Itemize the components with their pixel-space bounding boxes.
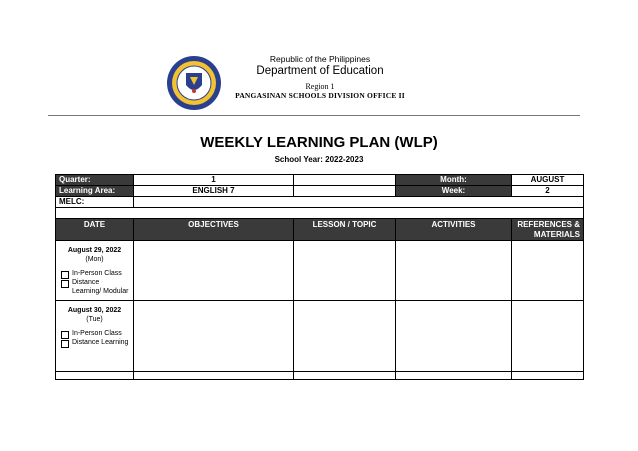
quarter-row [56,175,584,186]
quarter-value: 1 [134,175,294,186]
lesson-cell [294,241,396,301]
column-header: OBJECTIVES [134,219,294,241]
distance-learning-checkbox[interactable] [61,340,69,348]
region-text: Region 1 [305,82,335,91]
option-label: In-Person Class [72,330,122,337]
objectives-cell [134,241,294,301]
day-date: August 29, 2022 [67,247,122,254]
column-header-row [56,219,584,241]
references-cell [512,241,584,301]
area-label: Learning Area: [56,186,134,197]
melc-value [134,197,584,208]
date-cell [56,301,134,372]
quarter-label: Quarter: [56,175,134,186]
learning-plan-table [55,174,584,380]
empty-cell [294,372,396,380]
empty-cell [134,372,294,380]
column-header: ACTIVITIES [396,219,512,241]
header-divider [48,115,580,116]
column-header: REFERENCES & MATERIALS [512,219,584,241]
week-label: Week: [396,186,512,197]
week-value: 2 [512,186,584,197]
spacer-cell [56,208,584,219]
empty-row [56,372,584,380]
option-label: Distance Learning/ Modular [72,279,129,295]
in-person-checkbox[interactable] [61,331,69,339]
objectives-cell [134,301,294,372]
melc-row [56,197,584,208]
activities-cell [396,301,512,372]
day-name: (Tue) [86,315,103,323]
area-value: ENGLISH 7 [134,186,294,197]
empty-cell [396,372,512,380]
distance-learning-checkbox[interactable] [61,280,69,288]
department-text: Department of Education [256,65,384,77]
option-label: Distance Learning [72,339,129,346]
activities-cell [396,241,512,301]
empty-cell [56,372,134,380]
day-row [56,301,584,372]
blank-cell [294,175,396,186]
option-label: In-Person Class [72,270,122,277]
day-row [56,241,584,301]
month-value: AUGUST [512,175,584,186]
area-row [56,186,584,197]
in-person-checkbox[interactable] [61,271,69,279]
month-label: Month: [396,175,512,186]
column-header: DATE [56,219,134,241]
column-header: LESSON / TOPIC [294,219,396,241]
melc-label: MELC: [56,197,134,208]
lesson-cell [294,301,396,372]
page-title: WEEKLY LEARNING PLAN (WLP) [200,134,438,151]
blank-cell [294,186,396,197]
division-text: PANGASINAN SCHOOLS DIVISION OFFICE II [235,91,405,100]
references-cell [512,301,584,372]
day-date: August 30, 2022 [67,307,122,314]
republic-text: Republic of the Philippines [269,54,371,64]
spacer-row [56,208,584,219]
empty-cell [512,372,584,380]
school-year: School Year: 2022-2023 [274,155,364,164]
day-name: (Mon) [85,255,104,263]
date-cell [56,241,134,301]
